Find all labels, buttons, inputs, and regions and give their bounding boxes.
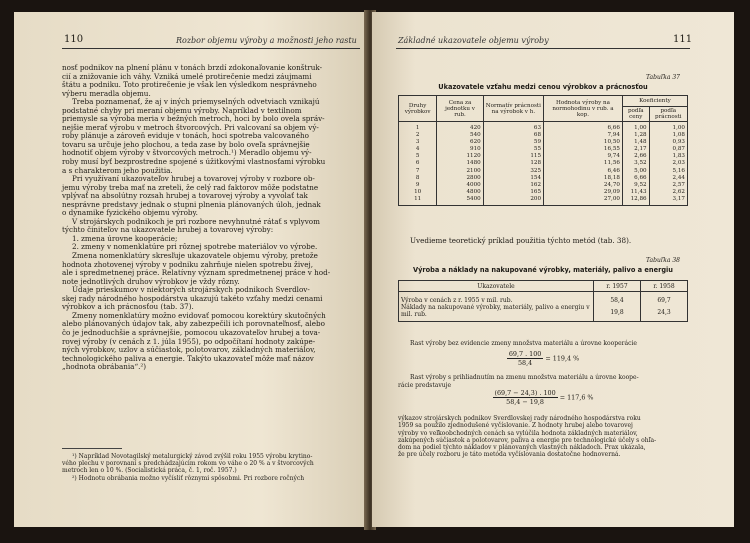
formula2-numerator: (69,7 − 24,3) . 100 bbox=[494, 389, 556, 397]
formula1-numerator: 69,7 . 100 bbox=[508, 350, 542, 358]
text-line: 2. zmeny v nomenklatúre pri rôznej spotrebe materiálov vo výrobe. bbox=[72, 242, 318, 252]
text-line: vplývať na absolútny rozsah hrubej a tovarovej výroby a vyvolať tak bbox=[62, 191, 308, 201]
page-number-right: 111 bbox=[673, 34, 693, 45]
t37-cell: 1480 bbox=[437, 160, 483, 167]
header-rule-right bbox=[396, 48, 690, 49]
t38-r1-c0: Náklady na nakupované výrobky, materiály, palivo a energiu v mil. rub. bbox=[399, 304, 594, 322]
th-cena: Cena za jednotku v rub. bbox=[437, 96, 483, 122]
t37-cell: 325 bbox=[483, 168, 543, 175]
t37-cell: 0,87 bbox=[649, 146, 687, 153]
text-line: štátu a podniku. Toto protirečenie je však len výsledkom nesprávneho bbox=[62, 80, 317, 90]
right-closing-text bbox=[398, 415, 690, 459]
t38-r1-c2: 24,3 bbox=[641, 304, 688, 322]
text-line: o dynamike fyzického objemu výroby. bbox=[62, 208, 198, 218]
text-line: že pre účely rozboru je táto metóda vyčíslovania dostatočne hodnoverná. bbox=[398, 451, 621, 459]
text-line: výberu meradla objemu. bbox=[62, 88, 151, 98]
t37-cell: 200 bbox=[483, 196, 543, 206]
th-podla-ceny: podľa ceny bbox=[622, 107, 649, 122]
text-line: ale i spredmetnenej práce. Relatívny význam spredmetnenej práce v hod- bbox=[62, 268, 331, 278]
t38-th-0: Ukazovatele bbox=[399, 281, 594, 292]
t37-cell: 27,00 bbox=[544, 196, 623, 206]
text-line: Zmena nomenklatúry skresľuje ukazovatele objemu výroby, pretože bbox=[72, 251, 318, 261]
text-line: výrobkov a ich prácnosťou (tab. 37). bbox=[62, 302, 194, 312]
text-line: ných výrobkov, uzlov a súčiastok, polotovarov, základných materiálov, bbox=[62, 345, 316, 355]
text-line: V strojárskych podnikoch je pri rozbore nevyhnutné rátať s vplyvom bbox=[72, 216, 320, 226]
text-line: jemu výroby treba mať na zreteli, že celý rad faktorov môže podstatne bbox=[62, 182, 319, 192]
table38-title: Výroba a náklady na nakupované výrobky, materiály, palivo a energiu bbox=[412, 266, 673, 274]
t37-cell: 910 bbox=[437, 146, 483, 153]
t37-cell: 3,17 bbox=[649, 196, 687, 206]
t37-cell: 1,48 bbox=[622, 139, 649, 146]
table37-title: Ukazovatele vzťahu medzi cenou výrobkov a prácnosťou bbox=[438, 83, 648, 91]
table-38 bbox=[398, 280, 688, 322]
text-line: vého plechu v porovnaní s predchádzajúcim rokom vo váhe o 20 % a v štvorcových bbox=[62, 460, 314, 468]
t37-cell: 165 bbox=[483, 189, 543, 196]
t38-r0-c1: 58,4 bbox=[594, 292, 641, 305]
t37-cell: 128 bbox=[483, 160, 543, 167]
th-prac: Normatív prácnosti na výrobok v h. bbox=[483, 96, 543, 122]
text-line: 1. zmena úrovne kooperácie; bbox=[72, 233, 178, 243]
th-podla-prac: podľa prácnosti bbox=[649, 107, 687, 122]
t37-cell: 154 bbox=[483, 175, 543, 182]
th-koef: Koeficienty bbox=[622, 96, 687, 107]
footnote-rule bbox=[62, 448, 122, 449]
table-row bbox=[399, 132, 688, 139]
text-line: nesprávne predstavy jednak o stupni plnenia plánovaných úloh, jednak bbox=[62, 199, 321, 209]
text-line: tovaru sa určuje jeho plochou, a teda zase by bolo oveľa správnejšie bbox=[62, 139, 310, 149]
table-row bbox=[399, 189, 688, 196]
t37-cell: 1120 bbox=[437, 153, 483, 160]
table-row bbox=[399, 168, 688, 175]
text-line: cií a znižovanie ich váhy. Vzniká umelé protirečenie medzi záujmami bbox=[62, 71, 312, 81]
t37-cell: 1,28 bbox=[622, 132, 649, 139]
t37-cell: 55 bbox=[483, 146, 543, 153]
t37-cell: 10 bbox=[399, 189, 437, 196]
t37-cell: 2,44 bbox=[649, 175, 687, 182]
t37-cell: 9,74 bbox=[544, 153, 623, 160]
formula1-result: = 119,4 % bbox=[545, 354, 580, 363]
t37-cell: 4800 bbox=[437, 189, 483, 196]
t37-cell: 2,62 bbox=[649, 189, 687, 196]
t37-cell: 8 bbox=[399, 175, 437, 182]
table-row bbox=[399, 175, 688, 182]
t37-cell: 2 bbox=[399, 132, 437, 139]
text-line: skej rady národného hospodárstva ukazujú takéto vzťahy medzi cenami bbox=[62, 293, 323, 303]
formula-2 bbox=[396, 389, 690, 406]
text-line: výkazov strojárskych podnikov Sverdlovskej rady národného hospodárstva roku bbox=[398, 415, 641, 422]
text-line: Pri využívaní ukazovateľov hrubej a tovarovej výroby v rozbore ob- bbox=[72, 174, 315, 184]
text-line: čo je jednoduchšie a správnejšie, pomocou ukazovateľov hrubej a tova- bbox=[62, 327, 321, 337]
t37-cell: 540 bbox=[437, 132, 483, 139]
text-line: ¹) Napríklad Novotagilský metalurgický závod zvýšil roku 1955 výrobu krytino- bbox=[72, 453, 313, 460]
t37-cell: 6,66 bbox=[544, 122, 623, 133]
th-hodnota: Hodnota výroby na normohodinu v rub. a kop. bbox=[544, 96, 623, 122]
t37-cell: 3 bbox=[399, 139, 437, 146]
t37-cell: 0,93 bbox=[649, 139, 687, 146]
table-row bbox=[399, 146, 688, 153]
t37-cell: 11 bbox=[399, 196, 437, 206]
t37-cell: 7 bbox=[399, 168, 437, 175]
text-line: podstatné chyby pri meraní objemu výroby. Napríklad v textilnom bbox=[62, 105, 302, 115]
t37-cell: 3,52 bbox=[622, 160, 649, 167]
text-line: ²) Hodnotu obrábania možno vyčísliť rôznymi spôsobmi. Pri rozbore ročných bbox=[72, 474, 305, 482]
t37-cell: 6,46 bbox=[544, 168, 623, 175]
t37-cell: 2,57 bbox=[649, 182, 687, 189]
text-line: hodnota zhotovenej výroby v podniku zahrňuje nielen spotrebu živej, bbox=[62, 259, 313, 269]
text-line: výroby vo veľkoobchodných cenách sa vylúčila hodnota základných materiálov, bbox=[398, 429, 638, 437]
t37-cell: 5,16 bbox=[649, 168, 687, 175]
t37-cell: 4000 bbox=[437, 182, 483, 189]
t38-r1-c1: 19,8 bbox=[594, 304, 641, 322]
header-rule-left bbox=[62, 48, 360, 49]
t37-cell: 68 bbox=[483, 132, 543, 139]
text-line: priemysle sa výroba meria v bežných metroch, hoci by bolo ovela správ- bbox=[62, 114, 325, 124]
t37-cell: 4 bbox=[399, 146, 437, 153]
table38-label: Tabuľka 38 bbox=[646, 257, 680, 264]
text-line: metroch len o 10 %. (Socialistická práca, č. 1, roč. 1957.) bbox=[62, 467, 237, 475]
text-line: týchto činiteľov na ukazovatele hrubej a tovarovej výroby: bbox=[62, 225, 274, 235]
table37-label: Tabuľka 37 bbox=[646, 74, 680, 81]
t37-cell: 420 bbox=[437, 122, 483, 133]
text-line: roby musí byť bezprostredne spojené s úžitkovými vlastnosťami výrobku bbox=[62, 157, 326, 167]
t37-cell: 6,66 bbox=[622, 175, 649, 182]
table-row bbox=[399, 139, 688, 146]
t37-cell: 18,18 bbox=[544, 175, 623, 182]
t37-cell: 10,50 bbox=[544, 139, 623, 146]
t37-cell: 2,66 bbox=[622, 153, 649, 160]
table-row bbox=[399, 153, 688, 160]
left-footnotes bbox=[62, 453, 360, 482]
page-number-left: 110 bbox=[64, 34, 84, 45]
t37-cell: 9 bbox=[399, 182, 437, 189]
table-row bbox=[399, 182, 688, 189]
text-line: dom na podiel týchto nákladov v plánovaných vlastných nákladoch. Prax ukázala, bbox=[398, 444, 646, 452]
text-line: technologického paliva a energie. Takýto ukazovateľ môže mať názov bbox=[62, 353, 314, 363]
t37-cell: 2,03 bbox=[649, 160, 687, 167]
th-druh: Druhy výrobkov bbox=[399, 96, 437, 122]
text-line: note jednotlivých druhov výrobkov je vždy rôzny. bbox=[62, 276, 240, 286]
t37-cell: 5,00 bbox=[622, 168, 649, 175]
t37-cell: 1,00 bbox=[649, 122, 687, 133]
text-line: a s charakterom jeho použitia. bbox=[62, 165, 173, 175]
t37-cell: 5 bbox=[399, 153, 437, 160]
t37-cell: 5400 bbox=[437, 196, 483, 206]
left-body-text bbox=[62, 64, 360, 372]
formula1-denominator: 58,4 bbox=[517, 359, 533, 367]
t37-cell: 16,55 bbox=[544, 146, 623, 153]
t37-cell: 59 bbox=[483, 139, 543, 146]
running-head-left: Rozbor objemu výroby a možnosti jeho rastu bbox=[176, 36, 357, 45]
t38-th-2: r. 1958 bbox=[641, 281, 688, 292]
text-line: alebo plánovaných údajov tak, aby zabezpečili ich porovnateľnosť, alebo bbox=[62, 319, 325, 329]
t37-cell: 24,70 bbox=[544, 182, 623, 189]
t37-cell: 2,17 bbox=[622, 146, 649, 153]
t37-cell: 12,86 bbox=[622, 196, 649, 206]
text-line: 1959 sa použilo zjednodušené vyčíslovanie. Z hodnoty hrubej alebo tovarovej bbox=[398, 422, 633, 430]
t37-cell: 9,52 bbox=[622, 182, 649, 189]
text-line: Treba poznamenať, že aj v iných priemyselných odvetviach vznikajú bbox=[72, 97, 320, 107]
t37-cell: 29,09 bbox=[544, 189, 623, 196]
t37-cell: 11,56 bbox=[544, 160, 623, 167]
text-line: hodnotiť objem výroby v štvorcových metroch.¹) Meradlo objemu vý- bbox=[62, 148, 312, 158]
t37-cell: 1,83 bbox=[649, 153, 687, 160]
text-line: „hodnota obrábania“.²) bbox=[62, 362, 147, 372]
t38-r0-c0: Výroba v cenách z r. 1955 v mil. rub. bbox=[399, 292, 594, 305]
formula2-text-2: rácie predstavuje bbox=[398, 382, 452, 389]
formula2-result: = 117,6 % bbox=[559, 393, 594, 402]
t37-cell: 1,00 bbox=[622, 122, 649, 133]
t37-cell: 620 bbox=[437, 139, 483, 146]
t37-cell: 162 bbox=[483, 182, 543, 189]
text-line: nosť podnikov na plnení plánu v tonách brzdí zdokonaľovanie konštruk- bbox=[62, 63, 323, 72]
formula2-denominator: 58,4 − 19,8 bbox=[506, 398, 545, 406]
t37-cell: 1,08 bbox=[649, 132, 687, 139]
t37-cell: 11,43 bbox=[622, 189, 649, 196]
table-row bbox=[399, 196, 688, 206]
text-line: Zmeny nomenklatúry možno evidovať pomocou korektúry skutočných bbox=[72, 310, 326, 320]
formula1-text: Rast výroby bez evidencie zmeny množstva materiálu a úrovne kooperácie bbox=[410, 340, 637, 347]
running-head-right: Základné ukazovatele objemu výroby bbox=[398, 36, 549, 45]
text-line: roby plánuje a zároveň eviduje v tonách, hoci spotreba valcovaného bbox=[62, 131, 309, 141]
t37-cell: 115 bbox=[483, 153, 543, 160]
t37-cell: 63 bbox=[483, 122, 543, 133]
t37-cell: 6 bbox=[399, 160, 437, 167]
table-37 bbox=[398, 95, 688, 206]
table-row bbox=[399, 122, 688, 133]
table-row bbox=[399, 160, 688, 167]
text-line: nejšie merať výrobu v metroch štvorcových. Pri valcovaní sa objem vý- bbox=[62, 122, 319, 132]
t37-cell: 2100 bbox=[437, 168, 483, 175]
intro-table38: Uvedieme teoretický príklad použitia týchto metód (tab. 38). bbox=[410, 236, 632, 245]
text-line: rovej výroby (v cenách z 1. júla 1955), po odpočítaní hodnoty zakúpe- bbox=[62, 336, 316, 346]
formula2-text: Rast výroby s prihliadnutím na zmenu množstva materiálu a úrovne koope- bbox=[410, 374, 639, 381]
text-line: zakúpených súčiastok a polotovarov, paliva a energie pre technologické účely s ohľa- bbox=[398, 436, 657, 444]
t37-cell: 2800 bbox=[437, 175, 483, 182]
t37-cell: 1 bbox=[399, 122, 437, 133]
t37-cell: 7,94 bbox=[544, 132, 623, 139]
t38-r0-c2: 69,7 bbox=[641, 292, 688, 305]
text-line: Údaje prieskumov v niektorých strojárskych podnikoch Sverdlov- bbox=[72, 285, 310, 295]
formula-1 bbox=[396, 350, 690, 367]
t38-th-1: r. 1957 bbox=[594, 281, 641, 292]
